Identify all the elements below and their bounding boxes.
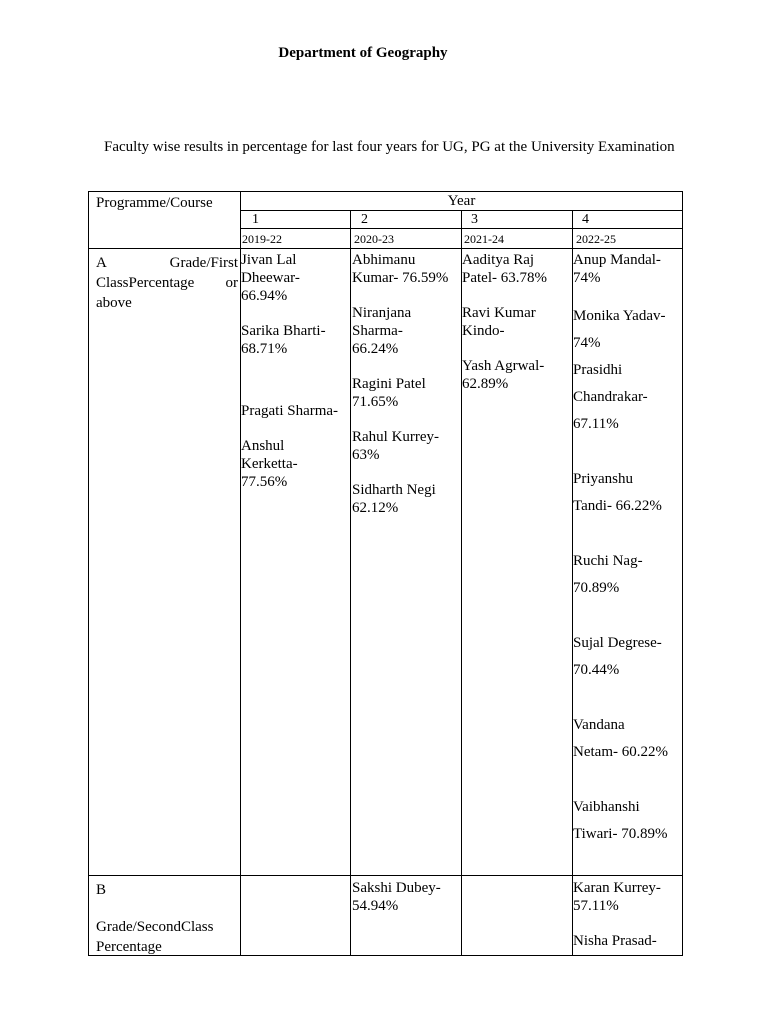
result-entry: Sujal Degrese- 70.44%	[573, 635, 662, 678]
result-entry: Ragini Patel 71.65%	[352, 376, 426, 410]
year-range-4: 2022-25	[576, 232, 616, 246]
year-range-1: 2019-22	[242, 232, 282, 246]
results-table	[88, 191, 683, 956]
year-range-2: 2020-23	[354, 232, 394, 246]
result-entry: Priyanshu Tandi- 66.22%	[573, 471, 662, 514]
result-entry: Prasidhi Chandrakar- 67.11%	[573, 362, 648, 432]
result-entry: Pragati Sharma-	[241, 403, 339, 419]
result-entry: Sakshi Dubey- 54.94%	[352, 880, 441, 914]
row-a-year-3	[462, 251, 572, 410]
result-entry: Anup Mandal- 74%	[573, 252, 661, 286]
result-entry: Nisha Prasad-	[573, 933, 657, 949]
row-a-year-2	[352, 251, 462, 534]
row-b-label-letter: B	[96, 882, 107, 898]
row-b-label-text: Grade/SecondClass Percentage	[96, 919, 214, 955]
year-number-2: 2	[361, 212, 368, 227]
result-entry: Aaditya Raj Patel- 63.78%	[462, 252, 547, 286]
result-entry: Jivan Lal Dheewar- 66.94%	[241, 252, 300, 304]
year-number-4: 4	[582, 212, 589, 227]
result-entry: Vaibhanshi Tiwari- 70.89%	[573, 799, 668, 842]
programme-course-header: Programme/Course	[96, 195, 213, 211]
result-entry: Monika Yadav- 74%	[573, 308, 666, 351]
row-a-year-1	[241, 251, 349, 508]
result-entry: Rahul Kurrey- 63%	[352, 429, 440, 463]
row-a-label: A Grade/First ClassPercentage or above	[96, 255, 238, 311]
year-number-3: 3	[471, 212, 478, 227]
row-a-year-4	[573, 246, 683, 876]
document-title: Department of Geography	[278, 45, 448, 61]
result-entry: Abhimanu Kumar- 76.59%	[352, 252, 449, 286]
row-b-year-4	[573, 879, 683, 950]
year-header: Year	[447, 193, 476, 209]
result-entry: Ravi Kumar Kindo-	[462, 305, 536, 339]
result-entry: Sarika Bharti- 68.71%	[241, 323, 326, 357]
year-number-1: 1	[252, 212, 259, 227]
result-entry-blank	[241, 375, 349, 385]
result-entry: Vandana Netam- 60.22%	[573, 717, 668, 760]
result-entry: Karan Kurrey- 57.11%	[573, 880, 661, 914]
year-range-3: 2021-24	[464, 232, 504, 246]
row-b-year-2	[352, 879, 462, 915]
result-entry: Yash Agrwal- 62.89%	[462, 358, 545, 392]
intro-paragraph: Faculty wise results in percentage for last four years for UG, PG at the University Examination	[104, 139, 675, 155]
result-entry: Niranjana Sharma- 66.24%	[352, 305, 412, 357]
result-entry: Ruchi Nag- 70.89%	[573, 553, 643, 596]
result-entry: Anshul Kerketta- 77.56%	[241, 438, 298, 490]
result-entry: Sidharth Negi 62.12%	[352, 482, 436, 516]
